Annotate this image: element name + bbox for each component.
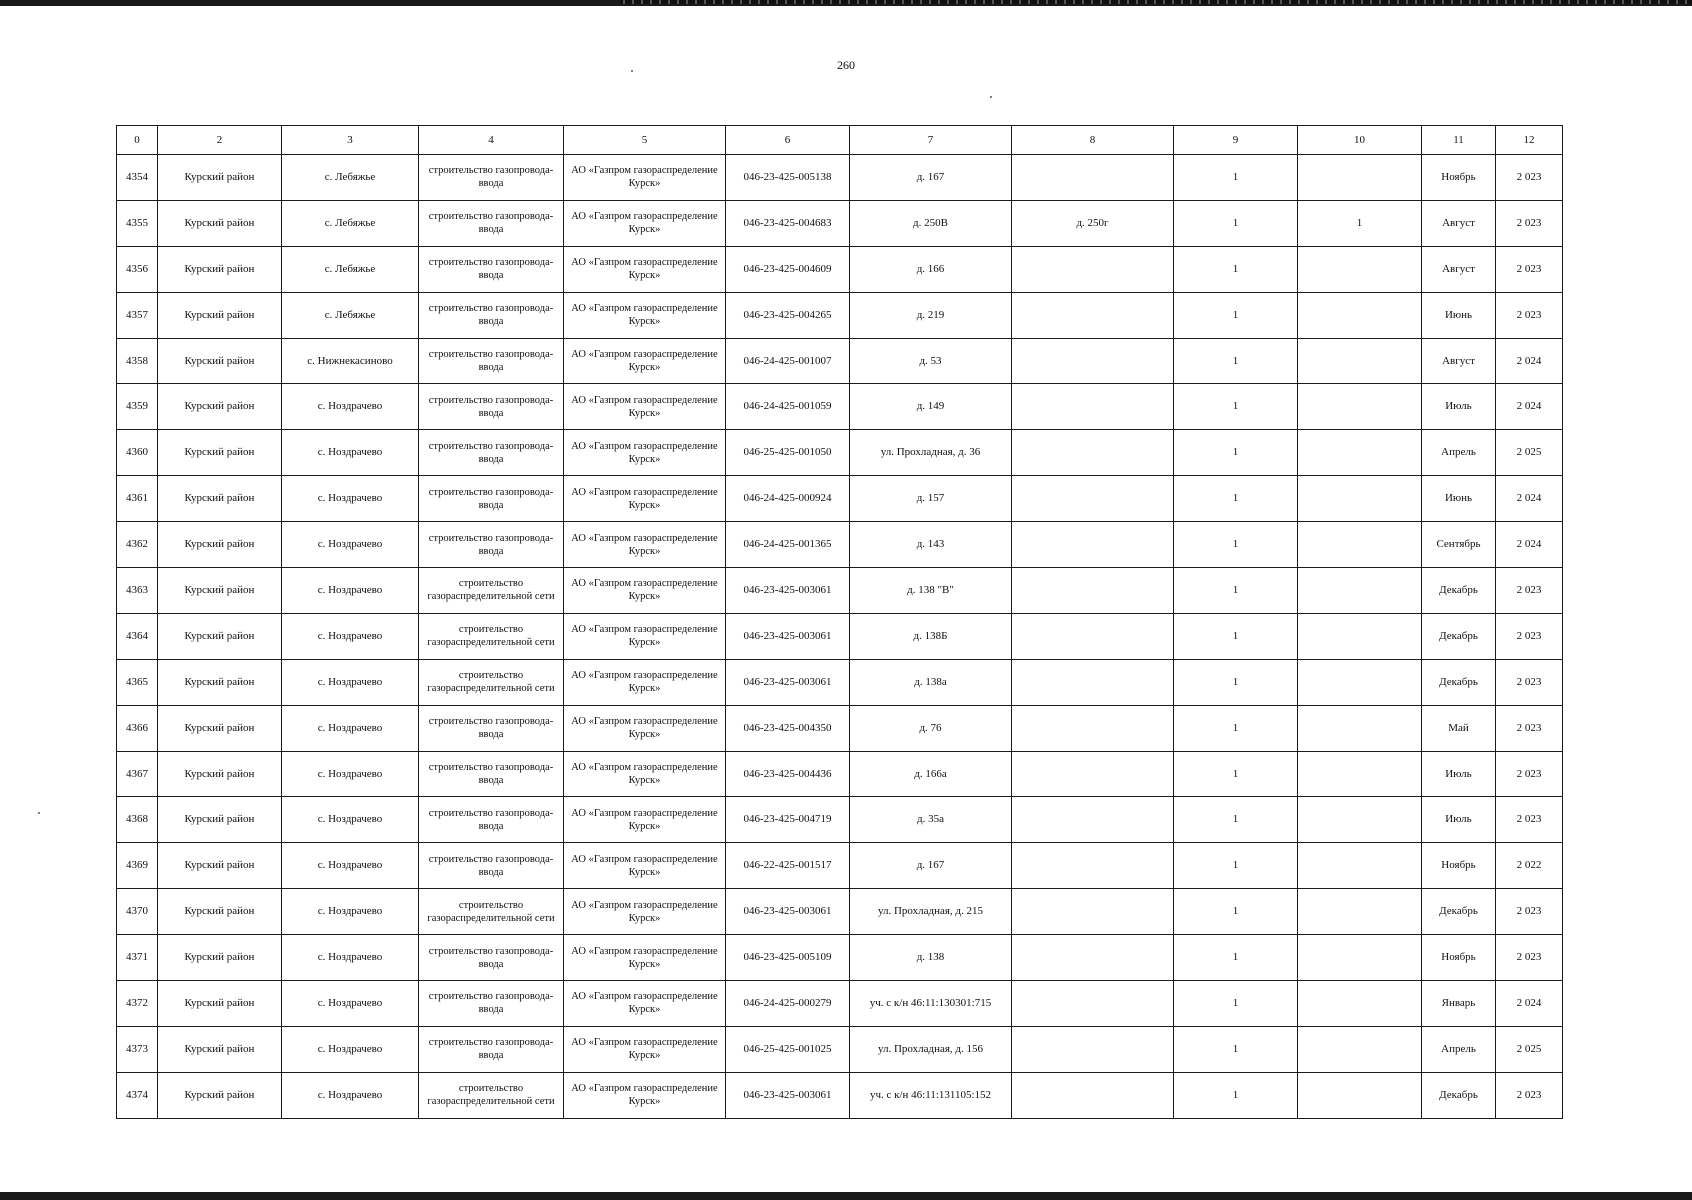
row-number-cell: 4356 <box>117 246 158 292</box>
count-cell: 1 <box>1174 889 1298 935</box>
row-number-cell: 4357 <box>117 292 158 338</box>
table-row <box>117 889 1563 935</box>
extra-address-cell <box>1012 246 1174 292</box>
organization-cell: АО «Газпром газораспределение Курск» <box>564 935 726 981</box>
organization-cell: АО «Газпром газораспределение Курск» <box>564 476 726 522</box>
row-number-cell: 4363 <box>117 568 158 614</box>
month-cell: Апрель <box>1422 430 1496 476</box>
district-cell: Курский район <box>158 246 282 292</box>
month-cell: Ноябрь <box>1422 935 1496 981</box>
count-cell: 1 <box>1174 384 1298 430</box>
row-number-cell: 4354 <box>117 155 158 201</box>
table-row <box>117 1026 1563 1072</box>
row-number-cell: 4362 <box>117 522 158 568</box>
row-number-cell: 4372 <box>117 981 158 1027</box>
extra-count-cell <box>1298 889 1422 935</box>
table-row <box>117 568 1563 614</box>
count-cell: 1 <box>1174 613 1298 659</box>
row-number-cell: 4373 <box>117 1026 158 1072</box>
district-cell: Курский район <box>158 889 282 935</box>
work-type-cell: строительство газопровода-ввода <box>419 1026 564 1072</box>
column-header: 4 <box>419 126 564 155</box>
work-type-cell: строительство газопровода-ввода <box>419 292 564 338</box>
settlement-cell: с. Ноздрачево <box>282 568 419 614</box>
work-type-cell: строительство газораспределительной сети <box>419 889 564 935</box>
row-number-cell: 4371 <box>117 935 158 981</box>
row-number-cell: 4367 <box>117 751 158 797</box>
application-number-cell: 046-23-425-004436 <box>726 751 850 797</box>
extra-count-cell <box>1298 292 1422 338</box>
year-cell: 2 023 <box>1496 659 1563 705</box>
work-type-cell: строительство газопровода-ввода <box>419 981 564 1027</box>
address-cell: д. 53 <box>850 338 1012 384</box>
organization-cell: АО «Газпром газораспределение Курск» <box>564 613 726 659</box>
month-cell: Сентябрь <box>1422 522 1496 568</box>
settlement-cell: с. Лебяжье <box>282 155 419 201</box>
extra-count-cell <box>1298 155 1422 201</box>
row-number-cell: 4366 <box>117 705 158 751</box>
settlement-cell: с. Ноздрачево <box>282 430 419 476</box>
extra-address-cell <box>1012 292 1174 338</box>
year-cell: 2 023 <box>1496 568 1563 614</box>
column-header: 8 <box>1012 126 1174 155</box>
count-cell: 1 <box>1174 1072 1298 1118</box>
address-cell: ул. Прохладная, д. 215 <box>850 889 1012 935</box>
table-row <box>117 613 1563 659</box>
organization-cell: АО «Газпром газораспределение Курск» <box>564 246 726 292</box>
year-cell: 2 023 <box>1496 200 1563 246</box>
work-type-cell: строительство газопровода-ввода <box>419 384 564 430</box>
column-header: 9 <box>1174 126 1298 155</box>
year-cell: 2 024 <box>1496 981 1563 1027</box>
work-type-cell: строительство газораспределительной сети <box>419 613 564 659</box>
year-cell: 2 024 <box>1496 476 1563 522</box>
organization-cell: АО «Газпром газораспределение Курск» <box>564 384 726 430</box>
settlement-cell: с. Ноздрачево <box>282 522 419 568</box>
table-row <box>117 522 1563 568</box>
row-number-cell: 4370 <box>117 889 158 935</box>
row-number-cell: 4374 <box>117 1072 158 1118</box>
organization-cell: АО «Газпром газораспределение Курск» <box>564 751 726 797</box>
scan-border-top-noise <box>620 0 1692 4</box>
row-number-cell: 4365 <box>117 659 158 705</box>
table-row <box>117 659 1563 705</box>
settlement-cell: с. Ноздрачево <box>282 797 419 843</box>
settlement-cell: с. Ноздрачево <box>282 1072 419 1118</box>
organization-cell: АО «Газпром газораспределение Курск» <box>564 200 726 246</box>
district-cell: Курский район <box>158 568 282 614</box>
year-cell: 2 023 <box>1496 613 1563 659</box>
application-number-cell: 046-24-425-001365 <box>726 522 850 568</box>
address-cell: д. 149 <box>850 384 1012 430</box>
month-cell: Май <box>1422 705 1496 751</box>
month-cell: Декабрь <box>1422 659 1496 705</box>
district-cell: Курский район <box>158 797 282 843</box>
district-cell: Курский район <box>158 430 282 476</box>
settlement-cell: с. Ноздрачево <box>282 476 419 522</box>
address-cell: д. 138а <box>850 659 1012 705</box>
month-cell: Август <box>1422 200 1496 246</box>
extra-count-cell <box>1298 843 1422 889</box>
settlement-cell: с. Лебяжье <box>282 200 419 246</box>
count-cell: 1 <box>1174 568 1298 614</box>
count-cell: 1 <box>1174 200 1298 246</box>
settlement-cell: с. Ноздрачево <box>282 843 419 889</box>
extra-count-cell <box>1298 430 1422 476</box>
column-header: 12 <box>1496 126 1563 155</box>
work-type-cell: строительство газопровода-ввода <box>419 797 564 843</box>
application-number-cell: 046-23-425-003061 <box>726 889 850 935</box>
table-row <box>117 384 1563 430</box>
address-cell: д. 219 <box>850 292 1012 338</box>
row-number-cell: 4355 <box>117 200 158 246</box>
work-type-cell: строительство газораспределительной сети <box>419 1072 564 1118</box>
district-cell: Курский район <box>158 981 282 1027</box>
district-cell: Курский район <box>158 200 282 246</box>
settlement-cell: с. Ноздрачево <box>282 384 419 430</box>
count-cell: 1 <box>1174 338 1298 384</box>
count-cell: 1 <box>1174 659 1298 705</box>
extra-count-cell <box>1298 659 1422 705</box>
month-cell: Апрель <box>1422 1026 1496 1072</box>
extra-count-cell <box>1298 384 1422 430</box>
year-cell: 2 023 <box>1496 935 1563 981</box>
table-row <box>117 797 1563 843</box>
address-cell: д. 250В <box>850 200 1012 246</box>
application-number-cell: 046-23-425-003061 <box>726 1072 850 1118</box>
month-cell: Ноябрь <box>1422 155 1496 201</box>
work-type-cell: строительство газопровода-ввода <box>419 155 564 201</box>
row-number-cell: 4364 <box>117 613 158 659</box>
settlement-cell: с. Лебяжье <box>282 246 419 292</box>
extra-count-cell <box>1298 1026 1422 1072</box>
column-header: 2 <box>158 126 282 155</box>
district-cell: Курский район <box>158 476 282 522</box>
month-cell: Июнь <box>1422 292 1496 338</box>
month-cell: Январь <box>1422 981 1496 1027</box>
month-cell: Август <box>1422 246 1496 292</box>
extra-address-cell <box>1012 1072 1174 1118</box>
district-cell: Курский район <box>158 1072 282 1118</box>
table-row <box>117 155 1563 201</box>
address-cell: д. 138 <box>850 935 1012 981</box>
settlement-cell: с. Ноздрачево <box>282 751 419 797</box>
work-type-cell: строительство газопровода-ввода <box>419 751 564 797</box>
count-cell: 1 <box>1174 981 1298 1027</box>
address-cell: д. 157 <box>850 476 1012 522</box>
month-cell: Ноябрь <box>1422 843 1496 889</box>
count-cell: 1 <box>1174 292 1298 338</box>
row-number-cell: 4369 <box>117 843 158 889</box>
count-cell: 1 <box>1174 522 1298 568</box>
address-cell: ул. Прохладная, д. 36 <box>850 430 1012 476</box>
work-type-cell: строительство газопровода-ввода <box>419 935 564 981</box>
application-number-cell: 046-23-425-004609 <box>726 246 850 292</box>
organization-cell: АО «Газпром газораспределение Курск» <box>564 568 726 614</box>
extra-count-cell <box>1298 246 1422 292</box>
organization-cell: АО «Газпром газораспределение Курск» <box>564 430 726 476</box>
district-cell: Курский район <box>158 384 282 430</box>
extra-address-cell <box>1012 843 1174 889</box>
column-header: 5 <box>564 126 726 155</box>
count-cell: 1 <box>1174 843 1298 889</box>
application-number-cell: 046-24-425-000924 <box>726 476 850 522</box>
address-cell: д. 143 <box>850 522 1012 568</box>
month-cell: Декабрь <box>1422 568 1496 614</box>
extra-address-cell <box>1012 430 1174 476</box>
column-header: 10 <box>1298 126 1422 155</box>
application-number-cell: 046-23-425-004719 <box>726 797 850 843</box>
settlement-cell: с. Лебяжье <box>282 292 419 338</box>
extra-address-cell <box>1012 935 1174 981</box>
settlement-cell: с. Ноздрачево <box>282 889 419 935</box>
extra-address-cell <box>1012 751 1174 797</box>
work-type-cell: строительство газопровода-ввода <box>419 200 564 246</box>
year-cell: 2 025 <box>1496 1026 1563 1072</box>
application-number-cell: 046-23-425-005109 <box>726 935 850 981</box>
extra-address-cell <box>1012 384 1174 430</box>
year-cell: 2 023 <box>1496 155 1563 201</box>
address-cell: д. 167 <box>850 843 1012 889</box>
application-number-cell: 046-23-425-003061 <box>726 659 850 705</box>
scan-speck <box>990 96 992 98</box>
application-number-cell: 046-24-425-001007 <box>726 338 850 384</box>
extra-address-cell <box>1012 155 1174 201</box>
settlement-cell: с. Ноздрачево <box>282 705 419 751</box>
district-cell: Курский район <box>158 843 282 889</box>
settlement-cell: с. Ноздрачево <box>282 981 419 1027</box>
count-cell: 1 <box>1174 430 1298 476</box>
application-number-cell: 046-25-425-001050 <box>726 430 850 476</box>
settlement-cell: с. Нижнекасиново <box>282 338 419 384</box>
application-number-cell: 046-25-425-001025 <box>726 1026 850 1072</box>
column-header: 6 <box>726 126 850 155</box>
extra-count-cell <box>1298 797 1422 843</box>
extra-address-cell <box>1012 705 1174 751</box>
extra-address-cell <box>1012 1026 1174 1072</box>
extra-address-cell <box>1012 613 1174 659</box>
address-cell: д. 138Б <box>850 613 1012 659</box>
table-row <box>117 935 1563 981</box>
application-number-cell: 046-23-425-005138 <box>726 155 850 201</box>
address-cell: д. 167 <box>850 155 1012 201</box>
month-cell: Июль <box>1422 751 1496 797</box>
organization-cell: АО «Газпром газораспределение Курск» <box>564 981 726 1027</box>
work-type-cell: строительство газораспределительной сети <box>419 659 564 705</box>
month-cell: Август <box>1422 338 1496 384</box>
address-cell: д. 166 <box>850 246 1012 292</box>
extra-count-cell <box>1298 522 1422 568</box>
extra-count-cell <box>1298 981 1422 1027</box>
year-cell: 2 023 <box>1496 292 1563 338</box>
organization-cell: АО «Газпром газораспределение Курск» <box>564 659 726 705</box>
month-cell: Июль <box>1422 384 1496 430</box>
organization-cell: АО «Газпром газораспределение Курск» <box>564 1026 726 1072</box>
extra-count-cell <box>1298 705 1422 751</box>
address-cell: д. 35а <box>850 797 1012 843</box>
count-cell: 1 <box>1174 797 1298 843</box>
count-cell: 1 <box>1174 935 1298 981</box>
column-header: 7 <box>850 126 1012 155</box>
organization-cell: АО «Газпром газораспределение Курск» <box>564 889 726 935</box>
district-cell: Курский район <box>158 751 282 797</box>
year-cell: 2 024 <box>1496 384 1563 430</box>
extra-count-cell <box>1298 751 1422 797</box>
extra-address-cell <box>1012 889 1174 935</box>
work-type-cell: строительство газопровода-ввода <box>419 476 564 522</box>
table-row <box>117 338 1563 384</box>
extra-count-cell <box>1298 476 1422 522</box>
application-number-cell: 046-23-425-004683 <box>726 200 850 246</box>
count-cell: 1 <box>1174 705 1298 751</box>
application-number-cell: 046-23-425-004350 <box>726 705 850 751</box>
extra-address-cell <box>1012 659 1174 705</box>
work-type-cell: строительство газопровода-ввода <box>419 430 564 476</box>
year-cell: 2 023 <box>1496 246 1563 292</box>
settlement-cell: с. Ноздрачево <box>282 935 419 981</box>
district-cell: Курский район <box>158 935 282 981</box>
month-cell: Декабрь <box>1422 889 1496 935</box>
table-row <box>117 200 1563 246</box>
row-number-cell: 4359 <box>117 384 158 430</box>
application-number-cell: 046-24-425-001059 <box>726 384 850 430</box>
organization-cell: АО «Газпром газораспределение Курск» <box>564 338 726 384</box>
month-cell: Июнь <box>1422 476 1496 522</box>
extra-count-cell <box>1298 338 1422 384</box>
district-cell: Курский район <box>158 292 282 338</box>
count-cell: 1 <box>1174 751 1298 797</box>
year-cell: 2 022 <box>1496 843 1563 889</box>
work-type-cell: строительство газопровода-ввода <box>419 338 564 384</box>
settlement-cell: с. Ноздрачево <box>282 659 419 705</box>
extra-address-cell <box>1012 522 1174 568</box>
column-header: 11 <box>1422 126 1496 155</box>
district-cell: Курский район <box>158 613 282 659</box>
application-number-cell: 046-23-425-003061 <box>726 613 850 659</box>
extra-address-cell <box>1012 981 1174 1027</box>
work-type-cell: строительство газопровода-ввода <box>419 843 564 889</box>
extra-address-cell <box>1012 568 1174 614</box>
count-cell: 1 <box>1174 1026 1298 1072</box>
settlement-cell: с. Ноздрачево <box>282 1026 419 1072</box>
address-cell: д. 138 "В" <box>850 568 1012 614</box>
address-cell: уч. с к/н 46:11:130301:715 <box>850 981 1012 1027</box>
year-cell: 2 023 <box>1496 889 1563 935</box>
year-cell: 2 025 <box>1496 430 1563 476</box>
work-type-cell: строительство газопровода-ввода <box>419 522 564 568</box>
extra-count-cell <box>1298 1072 1422 1118</box>
extra-address-cell <box>1012 797 1174 843</box>
table-row <box>117 751 1563 797</box>
table-row <box>117 1072 1563 1118</box>
page-number: 260 <box>837 58 855 72</box>
month-cell: Декабрь <box>1422 613 1496 659</box>
address-cell: д. 76 <box>850 705 1012 751</box>
address-cell: уч. с к/н 46:11:131105:152 <box>850 1072 1012 1118</box>
row-number-cell: 4361 <box>117 476 158 522</box>
year-cell: 2 023 <box>1496 797 1563 843</box>
register-table <box>116 125 1563 1119</box>
scan-speck <box>38 812 40 814</box>
district-cell: Курский район <box>158 522 282 568</box>
count-cell: 1 <box>1174 476 1298 522</box>
organization-cell: АО «Газпром газораспределение Курск» <box>564 522 726 568</box>
year-cell: 2 023 <box>1496 1072 1563 1118</box>
month-cell: Декабрь <box>1422 1072 1496 1118</box>
year-cell: 2 024 <box>1496 338 1563 384</box>
district-cell: Курский район <box>158 338 282 384</box>
table-row <box>117 843 1563 889</box>
year-cell: 2 023 <box>1496 705 1563 751</box>
month-cell: Июль <box>1422 797 1496 843</box>
district-cell: Курский район <box>158 705 282 751</box>
table-body <box>117 155 1563 1119</box>
organization-cell: АО «Газпром газораспределение Курск» <box>564 705 726 751</box>
district-cell: Курский район <box>158 155 282 201</box>
year-cell: 2 023 <box>1496 751 1563 797</box>
count-cell: 1 <box>1174 155 1298 201</box>
extra-count-cell <box>1298 568 1422 614</box>
table-row <box>117 246 1563 292</box>
application-number-cell: 046-24-425-000279 <box>726 981 850 1027</box>
table-row <box>117 981 1563 1027</box>
column-header: 0 <box>117 126 158 155</box>
district-cell: Курский район <box>158 659 282 705</box>
table-row <box>117 430 1563 476</box>
table-row <box>117 476 1563 522</box>
work-type-cell: строительство газораспределительной сети <box>419 568 564 614</box>
year-cell: 2 024 <box>1496 522 1563 568</box>
extra-count-cell: 1 <box>1298 200 1422 246</box>
organization-cell: АО «Газпром газораспределение Курск» <box>564 797 726 843</box>
work-type-cell: строительство газопровода-ввода <box>419 705 564 751</box>
organization-cell: АО «Газпром газораспределение Курск» <box>564 292 726 338</box>
organization-cell: АО «Газпром газораспределение Курск» <box>564 843 726 889</box>
organization-cell: АО «Газпром газораспределение Курск» <box>564 1072 726 1118</box>
count-cell: 1 <box>1174 246 1298 292</box>
application-number-cell: 046-23-425-004265 <box>726 292 850 338</box>
header-row <box>117 126 1563 155</box>
district-cell: Курский район <box>158 1026 282 1072</box>
row-number-cell: 4360 <box>117 430 158 476</box>
column-header: 3 <box>282 126 419 155</box>
address-cell: д. 166а <box>850 751 1012 797</box>
application-number-cell: 046-23-425-003061 <box>726 568 850 614</box>
extra-count-cell <box>1298 613 1422 659</box>
row-number-cell: 4358 <box>117 338 158 384</box>
organization-cell: АО «Газпром газораспределение Курск» <box>564 155 726 201</box>
application-number-cell: 046-22-425-001517 <box>726 843 850 889</box>
scan-border-bottom <box>0 1192 1692 1200</box>
row-number-cell: 4368 <box>117 797 158 843</box>
work-type-cell: строительство газопровода-ввода <box>419 246 564 292</box>
extra-count-cell <box>1298 935 1422 981</box>
extra-address-cell <box>1012 338 1174 384</box>
extra-address-cell <box>1012 476 1174 522</box>
table-row <box>117 705 1563 751</box>
address-cell: ул. Прохладная, д. 156 <box>850 1026 1012 1072</box>
settlement-cell: с. Ноздрачево <box>282 613 419 659</box>
extra-address-cell: д. 250г <box>1012 200 1174 246</box>
table-row <box>117 292 1563 338</box>
